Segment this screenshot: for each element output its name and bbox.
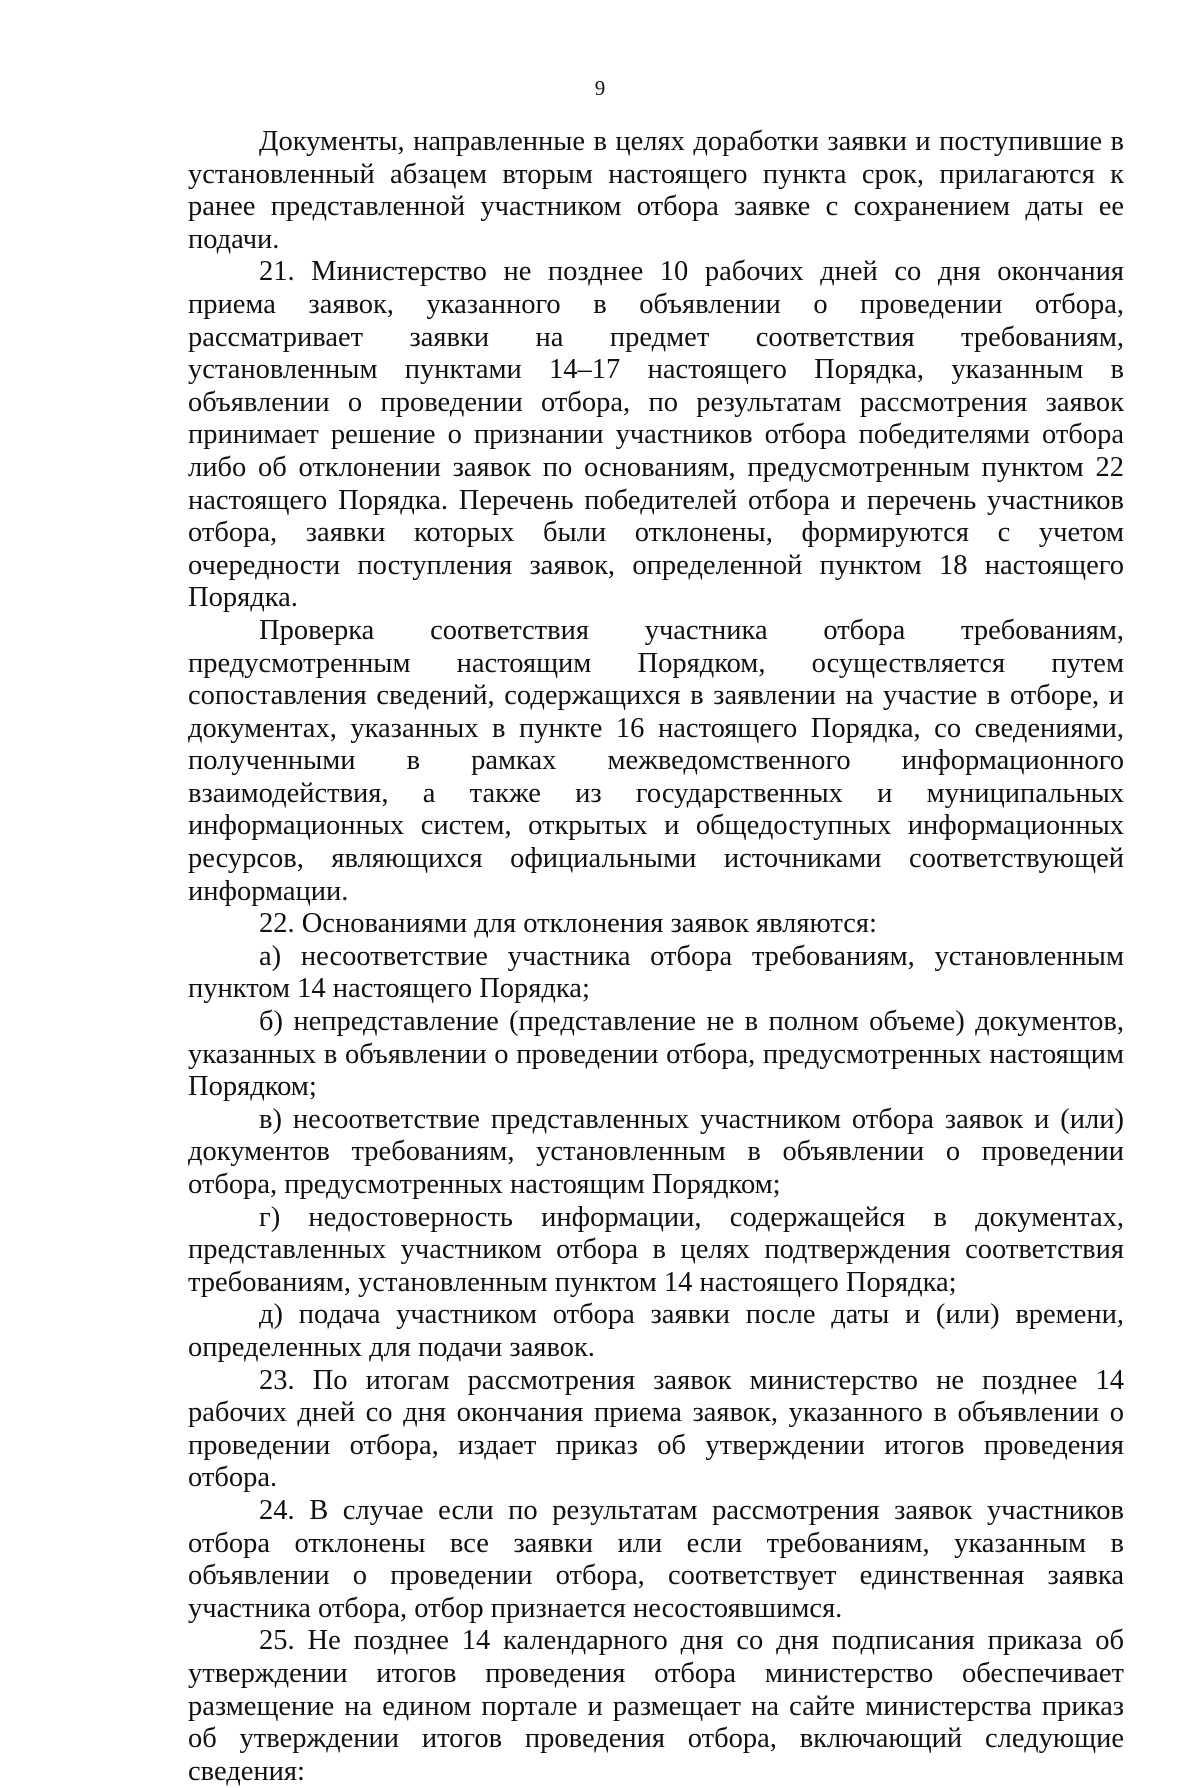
paragraph-22-d: д) подача участником отбора заявки после даты и (или) времени, определенных для подачи заявок.	[188, 1299, 1124, 1363]
paragraph-24: 24. В случае если по результатам рассмотрения заявок участников отбора отклонены все заявки или если требованиям, указанным в объявлении о проведении отбора, соответствует единственная заявка участника отбора, отбор признается несостоявшимся.	[188, 1494, 1124, 1624]
page-number: 9	[594, 76, 606, 100]
paragraph-23: 23. По итогам рассмотрения заявок министерство не позднее 14 рабочих дней со дня окончания приема заявок, указанного в объявлении о проведении отбора, издает приказ об утверждении итогов проведения отбора.	[188, 1364, 1124, 1494]
paragraph-verification: Проверка соответствия участника отбора требованиям, предусмотренным настоящим Порядком, осуществляется путем сопоставления сведений, содержащихся в заявлении на участие в отборе, и документах, указанных в пункте 16 настоящего Порядка, со сведениями, полученными в рамках межведомственного информационного взаимодействия, а также из государственных и муниципальных информационных систем, открытых и общедоступных информационных ресурсов, являющихся официальными источниками соответствующей информации.	[188, 614, 1124, 907]
paragraph-25: 25. Не позднее 14 календарного дня со дня подписания приказа об утверждении итогов проведения отбора министерство обеспечивает размещение на едином портале и размещает на сайте министерства приказ об утверждении итогов проведения отбора, включающий следующие сведения:	[188, 1625, 1124, 1787]
paragraph-documents-attached: Документы, направленные в целях доработки заявки и поступившие в установленный абзацем вторым настоящего пункта срок, прилагаются к ранее представленной участником отбора заявке с сохранением даты ее подачи.	[188, 126, 1124, 255]
document-body	[188, 126, 1124, 1788]
paragraph-22: 22. Основаниями для отклонения заявок являются:	[259, 908, 877, 940]
paragraph-22-g: г) недостоверность информации, содержащейся в документах, представленных участником отбора в целях подтверждения соответствия требованиям, установленным пунктом 14 настоящего Порядка;	[188, 1201, 1124, 1298]
paragraph-22-a: а) несоответствие участника отбора требованиям, установленным пунктом 14 настоящего Порядка;	[188, 940, 1124, 1005]
paragraph-22-v: в) несоответствие представленных участником отбора заявок и (или) документов требованиям, установленным в объявлении о проведении отбора, предусмотренных настоящим Порядком;	[188, 1103, 1124, 1200]
paragraph-21: 21. Министерство не позднее 10 рабочих дней со дня окончания приема заявок, указанного в объявлении о проведении отбора, рассматривает заявки на предмет соответствия требованиям, установленным пунктами 14–17 настоящего Порядка, указанным в объявлении о проведении отбора, по результатам рассмотрения заявок принимает решение о признании участников отбора победителями отбора либо об отклонении заявок по основаниям, предусмотренным пунктом 22 настоящего Порядка. Перечень победителей отбора и перечень участников отбора, заявки которых были отклонены, формируются с учетом очередности поступления заявок, определенной пунктом 18 настоящего Порядка.	[188, 256, 1124, 614]
paragraph-22-b: б) непредставление (представление не в полном объеме) документов, указанных в объявлении о проведении отбора, предусмотренных настоящим Порядком;	[188, 1006, 1124, 1103]
